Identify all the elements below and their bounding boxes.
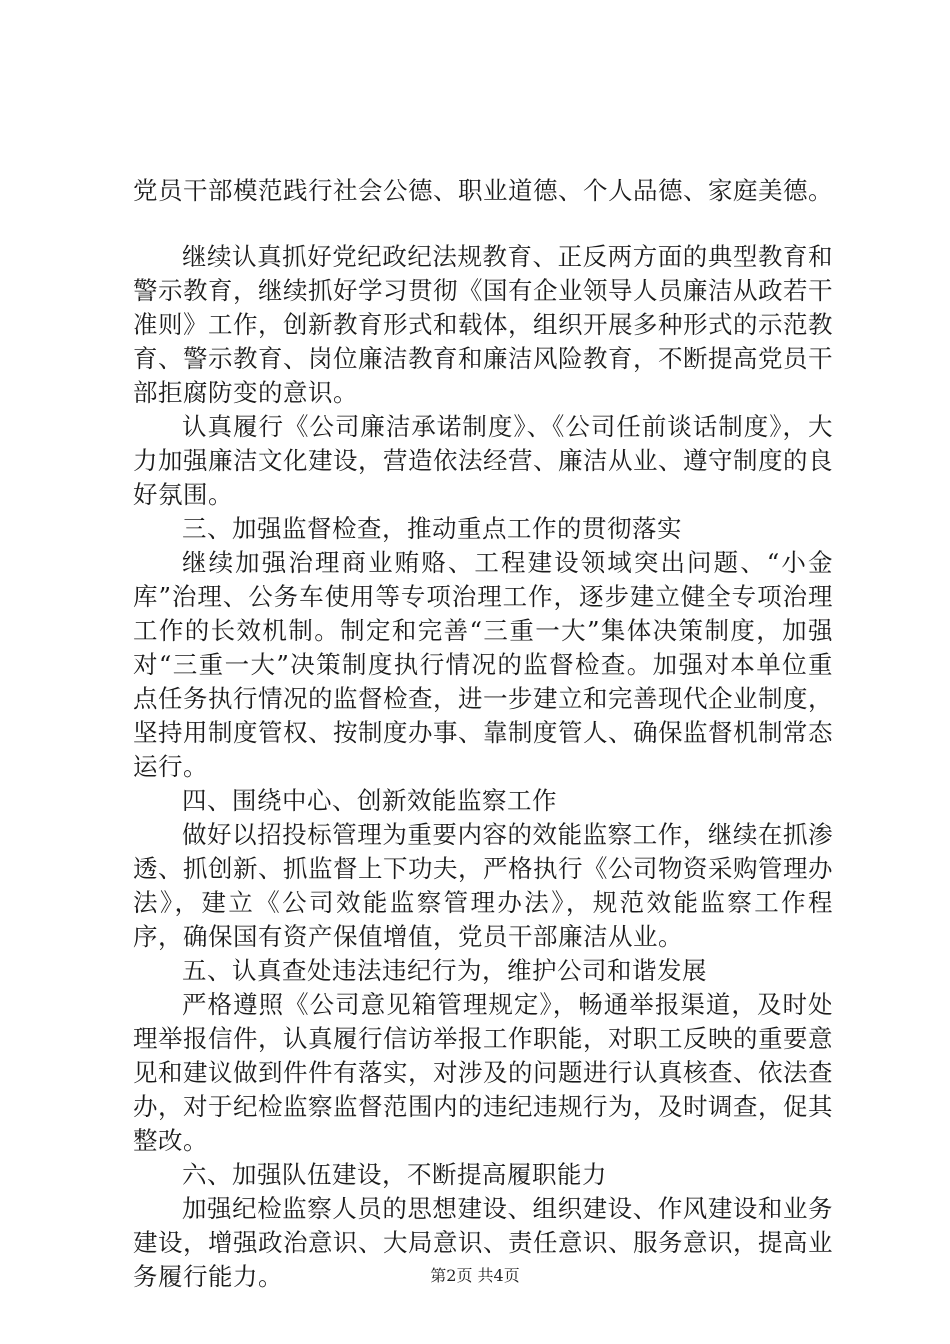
paragraph-integrity-culture: 认真履行《公司廉洁承诺制度》、《公司任前谈话制度》，大力加强廉洁文化建设，营造依法经营、廉洁从业、遵守制度的良好氛围。 xyxy=(133,412,833,509)
paragraph-efficiency-supervision: 做好以招投标管理为重要内容的效能监察工作，继续在抓渗透、抓创新、抓监督上下功夫，严格执行《公司物资采购管理办法》，建立《公司效能监察管理办法》，规范效能监察工作程序，确保国有资产保值增值，党员干部廉洁从业。 xyxy=(133,820,833,951)
paragraph-continuation: 党员干部模范践行社会公德、职业道德、个人品德、家庭美德。 xyxy=(133,176,833,205)
section-heading-6: 六、加强队伍建设，不断提高履职能力 xyxy=(182,1160,607,1189)
document-body xyxy=(133,174,833,1294)
section-heading-3: 三、加强监督检查，推动重点工作的贯彻落实 xyxy=(182,514,682,543)
paragraph-special-governance: 继续加强治理商业贿赂、工程建设领域突出问题、“小金库”治理、公务车使用等专项治理工作，逐步建立健全专项治理工作的长效机制。制定和完善“三重一大”集体决策制度，加强对“三重一大”决策制度执行情况的监督检查。加强对本单位重点任务执行情况的监督检查，进一步建立和完善现代企业制度，坚持用制度管权、按制度办事、靠制度管人、确保监督机制常态运行。 xyxy=(133,548,833,781)
section-heading-4: 四、围绕中心、创新效能监察工作 xyxy=(182,786,557,815)
section-heading-5: 五、认真查处违法违纪行为，维护公司和谐发展 xyxy=(182,956,707,985)
page-number-footer: 第2页 共4页 xyxy=(430,1266,520,1285)
paragraph-reporting: 严格遵照《公司意见箱管理规定》，畅通举报渠道，及时处理举报信件，认真履行信访举报工作职能，对职工反映的重要意见和建议做到件件有落实，对涉及的问题进行认真核查、依法查办，对于纪检监察监督范围内的违纪违规行为，及时调查，促其整改。 xyxy=(133,990,833,1155)
paragraph-team-building: 加强纪检监察人员的思想建设、组织建设、作风建设和业务建设，增强政治意识、大局意识、责任意识、服务意识，提高业务履行能力。 xyxy=(133,1194,833,1291)
paragraph-education: 继续认真抓好党纪政纪法规教育、正反两方面的典型教育和警示教育，继续抓好学习贯彻《国有企业领导人员廉洁从政若干准则》工作，创新教育形式和载体，组织开展多种形式的示范教育、警示教育、岗位廉洁教育和廉洁风险教育，不断提高党员干部拒腐防变的意识。 xyxy=(133,242,833,407)
